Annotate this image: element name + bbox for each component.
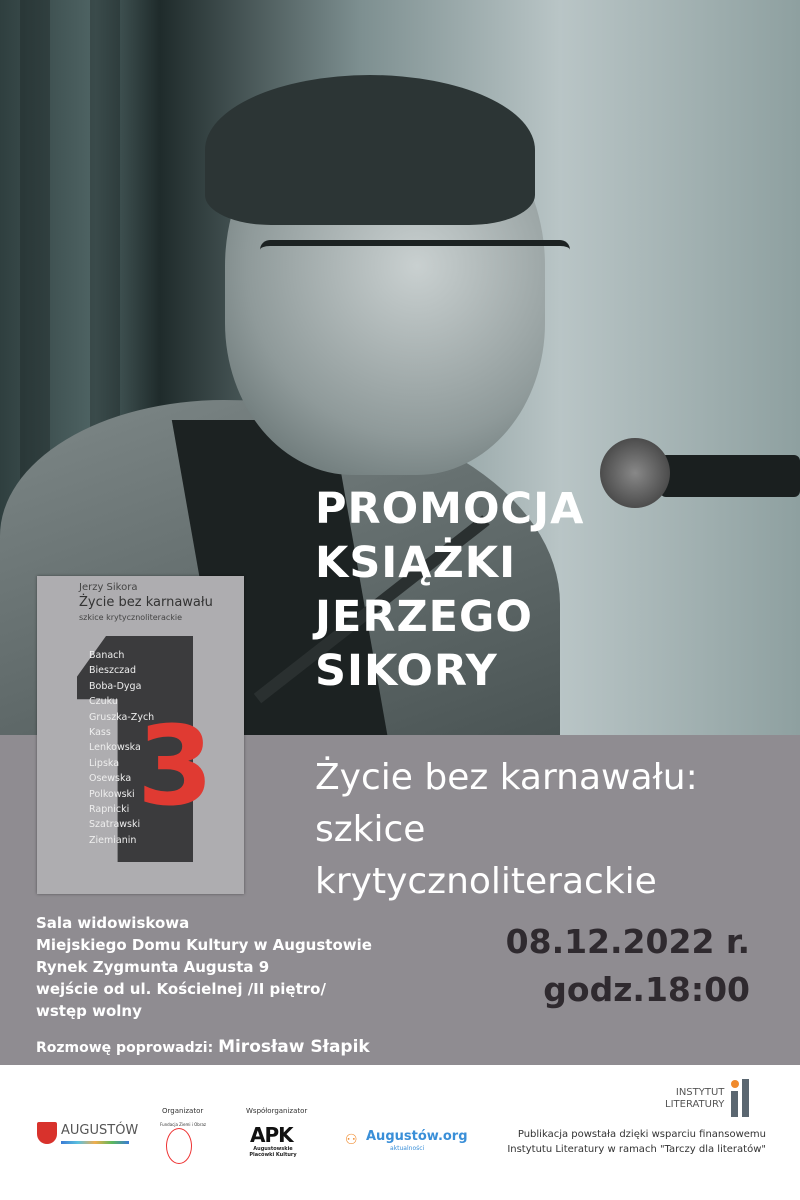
subtitle-line: szkice [315, 809, 426, 850]
event-datetime [506, 918, 750, 1014]
augustow-logo: AUGUSTÓW [61, 1123, 139, 1138]
il-logo-dot-icon [731, 1080, 739, 1088]
venue-line: wejście od ul. Kościelnej /II piętro/ [36, 980, 326, 998]
microphone-icon [600, 438, 670, 508]
author-name: Czuku [89, 696, 118, 708]
author-name: Polkowski [89, 788, 135, 800]
sponsor-footer [0, 1065, 800, 1200]
speaker-glasses [260, 240, 570, 310]
support-line: Publikacja powstała dzięki wsparciu finansowemu [517, 1129, 766, 1140]
book-cover [37, 576, 244, 894]
organizer-logo-text: Fundacja Ziemi i Obraz [160, 1122, 207, 1127]
venue-info [36, 912, 372, 1022]
instytut-literatury-logo [665, 1087, 724, 1111]
author-name: Lipska [89, 757, 120, 769]
il-logo-bar-icon [731, 1091, 738, 1117]
support-note [507, 1127, 766, 1157]
apk-logo-sub: Augustowskie Placówki Kultury [249, 1146, 297, 1158]
author-name: Bieszczad [89, 665, 136, 677]
mic-body [660, 455, 800, 497]
author-name: Kass [89, 727, 111, 739]
book-title [315, 752, 698, 908]
augustow-org-icon: ⚇ [345, 1132, 358, 1148]
author-name: Gruszka-Zych [89, 711, 155, 723]
title-line: KSIĄŻKI [315, 538, 517, 588]
book-cover-subtitle: szkice krytycznoliterackie [79, 613, 183, 622]
author-name: Boba-Dyga [89, 680, 142, 692]
augustow-org-sub: aktualności [390, 1145, 425, 1152]
venue-line: Miejskiego Domu Kultury w Augustowie [36, 936, 372, 954]
title-line: PROMOCJA [315, 484, 585, 534]
host-label: Rozmowę poprowadzi: [36, 1040, 214, 1056]
speaker-hair [205, 75, 535, 225]
book-author: Jerzy Sikora [79, 582, 138, 593]
augustow-org-logo: Augustów.org [366, 1129, 468, 1144]
event-time: godz.18:00 [543, 970, 750, 1009]
augustow-logo-stripe [61, 1141, 129, 1144]
host-info [36, 1037, 370, 1057]
event-title [315, 482, 584, 698]
coorganizer-label: Współorganizator [246, 1107, 308, 1115]
il-logo-bar-icon [742, 1079, 749, 1117]
author-name: Szatrawski [89, 819, 141, 831]
subtitle-line: krytycznoliterackie [315, 861, 657, 902]
numeral-three: 3 [137, 702, 214, 830]
organizer-label: Organizator [162, 1107, 204, 1115]
il-logo-line: LITERATURY [665, 1099, 725, 1110]
venue-line: Rynek Zygmunta Augusta 9 [36, 958, 270, 976]
il-logo-line: INSTYTUT [675, 1087, 725, 1098]
author-name: Lenkowska [89, 742, 141, 754]
venue-line: Sala widowiskowa [36, 914, 190, 932]
author-name: Osewska [89, 773, 132, 785]
organizer-logo-icon [166, 1128, 192, 1164]
event-date: 08.12.2022 r. [505, 922, 750, 961]
book-cover-title: Życie bez karnawału [79, 595, 213, 610]
author-name: Ziemianin [89, 834, 137, 846]
title-line: SIKORY [315, 646, 498, 696]
support-line: Instytutu Literatury w ramach "Tarczy dla literatów" [507, 1144, 766, 1155]
augustow-crest-icon [37, 1122, 57, 1144]
title-line: JERZEGO [315, 592, 533, 642]
apk-logo: APK [250, 1123, 293, 1147]
subtitle-line: Życie bez karnawału: [315, 757, 698, 798]
author-name: Rapnicki [89, 804, 130, 816]
host-name: Mirosław Słapik [218, 1037, 370, 1057]
author-name: Banach [89, 650, 125, 661]
venue-line: wstęp wolny [36, 1002, 142, 1020]
